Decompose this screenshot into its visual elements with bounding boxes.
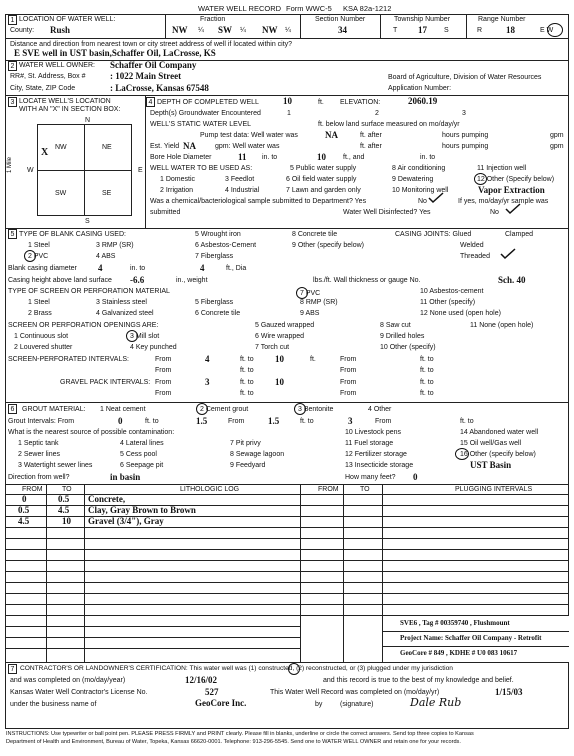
openings-label: SCREEN OR PERFORATION OPENINGS ARE: bbox=[8, 322, 159, 329]
casing-joints-label: CASING JOINTS: Glued bbox=[395, 231, 472, 238]
submitted-label: submitted bbox=[150, 209, 181, 216]
screen-6[interactable]: 6 Concrete tile bbox=[195, 310, 241, 317]
gw-3: 3 bbox=[462, 110, 466, 117]
section-5-number: 5 bbox=[8, 229, 17, 239]
depth-label: DEPTH OF COMPLETED WELL bbox=[157, 99, 259, 106]
casing-6[interactable]: 6 Asbestos-Cement bbox=[195, 242, 257, 249]
casing-to-value[interactable]: 4 bbox=[200, 263, 205, 273]
contam-13[interactable]: 13 Insecticide storage bbox=[345, 462, 414, 469]
record-completed-label: This Water Well Record was completed on (mo/day/yr) bbox=[270, 689, 440, 696]
fraction-label: Fraction bbox=[200, 16, 226, 23]
circle-mark-mill-slot bbox=[126, 330, 138, 342]
log-header-from-2: FROM bbox=[318, 486, 339, 493]
perf-from-value[interactable]: 4 bbox=[205, 354, 210, 364]
contam-4[interactable]: 4 Lateral lines bbox=[120, 440, 164, 447]
log-header-to-2: TO bbox=[360, 486, 370, 493]
log-header-plugging: PLUGGING INTERVALS bbox=[455, 486, 533, 493]
use-label: WELL WATER TO BE USED AS: bbox=[150, 165, 253, 172]
section-4-number: 4 bbox=[146, 97, 155, 107]
open-6[interactable]: 6 Wire wrapped bbox=[255, 333, 305, 340]
grout-ft-to-1: ft. to bbox=[145, 418, 159, 425]
county-value[interactable]: Rush bbox=[50, 25, 71, 35]
grid-sw: SW bbox=[55, 190, 67, 197]
casing-sch-value[interactable]: Sch. 40 bbox=[498, 275, 526, 285]
location-label: LOCATION OF WATER WELL: bbox=[19, 16, 116, 23]
grout-to-2[interactable]: 3 bbox=[348, 416, 353, 426]
fraction-q3[interactable]: NW bbox=[262, 25, 278, 35]
log-row-1-desc[interactable]: Concrete, bbox=[88, 494, 126, 504]
grout-label: GROUT MATERIAL: bbox=[22, 406, 86, 413]
log-row-3-from[interactable]: 4.5 bbox=[18, 516, 30, 526]
application-number-label: Application Number: bbox=[388, 85, 452, 92]
perf-ft-to-3: ft. to bbox=[240, 367, 254, 374]
gravel-ft-to: ft. to bbox=[240, 379, 254, 386]
gravel-from-value[interactable]: 3 bbox=[205, 377, 210, 387]
groundwater-label: Depth(s) Groundwater Encountered bbox=[150, 110, 261, 117]
open-3[interactable]: 3 Mill slot bbox=[130, 333, 160, 340]
use-2[interactable]: 2 Irrigation bbox=[160, 187, 194, 194]
casing-clamped[interactable]: Clamped bbox=[505, 231, 534, 238]
township-label: Township Number bbox=[394, 16, 451, 23]
perf-from-2: From bbox=[340, 356, 357, 363]
grid-ne: NE bbox=[102, 144, 112, 151]
perf-from-3: From bbox=[155, 367, 172, 374]
elevation-label: ELEVATION: bbox=[340, 99, 381, 106]
open-9[interactable]: 9 Drilled holes bbox=[380, 333, 425, 340]
owner-value[interactable]: Schaffer Oil Company bbox=[110, 60, 197, 70]
circle-mark-use-12 bbox=[474, 173, 487, 185]
contam-7[interactable]: 7 Pit privy bbox=[230, 440, 261, 447]
gravel-ft-to-3: ft. to bbox=[240, 390, 254, 397]
perf-intervals-label: SCREEN-PERFORATED INTERVALS: bbox=[8, 356, 129, 363]
screen-8[interactable]: 8 RMP (SR) bbox=[300, 299, 338, 306]
signature-label: (signature) bbox=[340, 701, 374, 708]
owner-label: WATER WELL OWNER: bbox=[19, 62, 95, 69]
use-11[interactable]: 11 Injection well bbox=[477, 165, 527, 172]
use-5[interactable]: 5 Public water supply bbox=[290, 165, 357, 172]
perf-ft: ft. bbox=[310, 356, 316, 363]
stamp-line-3: GeoCore # 849 , KDHE # U0 083 10617 bbox=[400, 649, 518, 657]
casing-diameter-value[interactable]: 4 bbox=[98, 263, 103, 273]
log-row-3-desc[interactable]: Gravel (3/4"), Gray bbox=[88, 516, 164, 526]
county-label: County: bbox=[10, 27, 35, 34]
gravel-intervals-label: GRAVEL PACK INTERVALS: bbox=[60, 379, 151, 386]
business-name-value[interactable]: GeoCore Inc. bbox=[195, 698, 247, 708]
circle-mark-other-contam bbox=[455, 448, 469, 460]
chem-no[interactable]: No bbox=[418, 198, 427, 205]
direction-from-well-value[interactable]: in basin bbox=[110, 472, 141, 482]
screen-3[interactable]: 3 Stainless steel bbox=[96, 299, 147, 306]
screen-5[interactable]: 5 Fiberglass bbox=[195, 299, 234, 306]
grout-from-1[interactable]: 0 bbox=[118, 416, 123, 426]
grout-ft-to-3: ft. to bbox=[460, 418, 474, 425]
signature: Dale Rub bbox=[410, 696, 462, 709]
compass-w: W bbox=[27, 167, 34, 174]
gravel-ft-to-2: ft. to bbox=[420, 379, 434, 386]
open-8[interactable]: 8 Saw cut bbox=[380, 322, 411, 329]
casing-label: TYPE OF BLANK CASING USED: bbox=[19, 231, 126, 238]
chem-sample-label: Was a chemical/bacteriological sample submitted to Department? Yes bbox=[150, 198, 367, 205]
casing-height-value[interactable]: -6.6 bbox=[130, 275, 145, 285]
city-label: City, State, ZIP Code bbox=[10, 85, 76, 92]
contam-5[interactable]: 5 Cess pool bbox=[120, 451, 157, 458]
bore-value[interactable]: 11 bbox=[238, 152, 247, 162]
chem-ifyes: If yes, mo/day/yr sample was bbox=[458, 198, 549, 205]
address-value[interactable]: : 1022 Main Street bbox=[110, 71, 182, 81]
use-1[interactable]: 1 Domestic bbox=[160, 176, 196, 183]
grout-ft-from: From bbox=[228, 418, 245, 425]
use-6[interactable]: 6 Oil field water supply bbox=[286, 176, 357, 183]
gw-2: 2 bbox=[375, 110, 379, 117]
quarter-symbol: ¼ bbox=[198, 27, 204, 34]
open-4[interactable]: 4 Key punched bbox=[130, 344, 177, 351]
contam-2[interactable]: 2 Sewer lines bbox=[18, 451, 61, 458]
perf-from-4: From bbox=[340, 367, 357, 374]
grid-se: SE bbox=[102, 190, 112, 197]
contam-1[interactable]: 1 Septic tank bbox=[18, 440, 59, 447]
depth-value[interactable]: 10 bbox=[283, 96, 292, 106]
pump-test-label: Pump test data: Well water was bbox=[200, 132, 298, 139]
static-level-label: WELL'S STATIC WATER LEVEL bbox=[150, 121, 252, 128]
grout-2[interactable]: 2 Cement grout bbox=[200, 406, 249, 413]
contam-15[interactable]: 15 Oil well/Gas well bbox=[460, 440, 522, 447]
compass-s: S bbox=[85, 218, 90, 225]
grout-from-2[interactable]: 1.5 bbox=[268, 416, 280, 426]
use-7[interactable]: 7 Lawn and garden only bbox=[286, 187, 361, 194]
casing-2[interactable]: 2 PVC bbox=[28, 253, 49, 260]
range-value[interactable]: 18 bbox=[506, 25, 515, 35]
disinfected-label: Water Well Disinfected? Yes bbox=[343, 209, 431, 216]
section-number-value[interactable]: 34 bbox=[338, 25, 347, 35]
open-2[interactable]: 2 Louvered shutter bbox=[14, 344, 73, 351]
use-4[interactable]: 4 Industrial bbox=[225, 187, 260, 194]
casing-ft-dia: ft., Dia bbox=[226, 265, 247, 272]
use-8[interactable]: 8 Air conditioning bbox=[392, 165, 446, 172]
contam-14[interactable]: 14 Abandoned water well bbox=[460, 429, 539, 436]
range-label: Range Number bbox=[478, 16, 526, 23]
use-10[interactable]: 10 Monitoring well bbox=[392, 187, 449, 194]
gravel-from-4: From bbox=[340, 390, 357, 397]
section-7-number: 7 bbox=[8, 664, 17, 674]
log-header-lithologic: LITHOLOGIC LOG bbox=[180, 486, 240, 493]
casing-diameter-label: Blank casing diameter bbox=[8, 265, 77, 272]
log-row-3-to[interactable]: 10 bbox=[62, 516, 71, 526]
log-row-2-desc[interactable]: Clay, Gray Brown to Brown bbox=[88, 505, 196, 515]
check-mark-icon bbox=[428, 192, 444, 204]
screen-7[interactable]: 7 PVC bbox=[300, 290, 321, 297]
disinfected-no[interactable]: No bbox=[490, 209, 499, 216]
casing-5[interactable]: 5 Wrought iron bbox=[195, 231, 241, 238]
contamination-label: What is the nearest source of possible contamination: bbox=[8, 429, 175, 436]
casing-7[interactable]: 7 Fiberglass bbox=[195, 253, 234, 260]
static-level-rest: ft. below land surface measured on mo/day/yr bbox=[318, 121, 460, 128]
record-completed-value[interactable]: 1/15/03 bbox=[495, 687, 523, 697]
form-ksa: KSA 82a-1212 bbox=[343, 4, 392, 13]
compass-n: N bbox=[85, 117, 91, 124]
instructions-line-2: Department of Health and Environment, Bureau of Water, Topeka, Kansas 66620-0001. Telephone: 913-296-5545. Send one to WATER WELL OWNER and retain one for your records. bbox=[6, 739, 461, 745]
other-use-value[interactable]: Vapor Extraction bbox=[478, 185, 545, 195]
contam-12[interactable]: 12 Fertilizer storage bbox=[345, 451, 407, 458]
screen-4[interactable]: 4 Galvanized steel bbox=[96, 310, 154, 317]
screen-9[interactable]: 9 ABS bbox=[300, 310, 320, 317]
screen-10[interactable]: 10 Asbestos-cement bbox=[420, 288, 484, 295]
gravel-from-3: From bbox=[155, 390, 172, 397]
gravel-from-2: From bbox=[340, 379, 357, 386]
license-label: Kansas Water Well Contractor's License No. bbox=[10, 689, 148, 696]
log-row-1-to[interactable]: 0.5 bbox=[58, 494, 70, 504]
open-5[interactable]: 5 Gauzed wrapped bbox=[255, 322, 315, 329]
form-title: WATER WELL RECORD bbox=[198, 4, 282, 13]
contam-11[interactable]: 11 Fuel storage bbox=[345, 440, 394, 447]
log-header-to: TO bbox=[62, 486, 72, 493]
circle-mark-pvc bbox=[24, 250, 36, 262]
grid-x-mark: X bbox=[41, 147, 49, 158]
grout-to-1[interactable]: 1.5 bbox=[196, 416, 208, 426]
perf-ft-to-2: ft. to bbox=[420, 356, 434, 363]
perf-from-label: From bbox=[155, 356, 172, 363]
circle-mark-constructed bbox=[288, 663, 300, 675]
elevation-value[interactable]: 2060.19 bbox=[408, 96, 438, 106]
completed-value[interactable]: 12/16/02 bbox=[185, 675, 218, 685]
circle-mark-cement-grout bbox=[196, 403, 208, 415]
casing-4[interactable]: 4 ABS bbox=[96, 253, 116, 260]
screen-material-label: TYPE OF SCREEN OR PERFORATION MATERIAL bbox=[8, 288, 170, 295]
section-3-number: 3 bbox=[8, 97, 17, 107]
perf-ft-to: ft. to bbox=[240, 356, 254, 363]
section-6-number: 6 bbox=[8, 404, 17, 414]
bore-ft-and: ft., and bbox=[343, 154, 365, 161]
locate-label: LOCATE WELL'S LOCATION bbox=[19, 98, 111, 105]
range-ew: E W bbox=[540, 27, 554, 34]
casing-3[interactable]: 3 RMP (SR) bbox=[96, 242, 134, 249]
bore-to-value[interactable]: 10 bbox=[317, 152, 326, 162]
grout-ft-from-2: From bbox=[375, 418, 392, 425]
license-value[interactable]: 527 bbox=[205, 687, 219, 697]
yield-hours: hours pumping bbox=[442, 143, 489, 150]
yield-gpm-unit: gpm bbox=[550, 143, 564, 150]
by-label: by bbox=[315, 701, 323, 708]
contam-6[interactable]: 6 Seepage pit bbox=[120, 462, 164, 469]
use-9[interactable]: 9 Dewatering bbox=[392, 176, 434, 183]
contam-3[interactable]: 3 Watertight sewer lines bbox=[18, 462, 93, 469]
casing-weight: in., weight bbox=[176, 277, 208, 284]
pump-hours: hours pumping bbox=[442, 132, 489, 139]
casing-in-to: in. to bbox=[130, 265, 146, 272]
bore-in-to: in. to bbox=[262, 154, 278, 161]
casing-threaded[interactable]: Threaded bbox=[460, 253, 490, 260]
open-11[interactable]: 11 None (open hole) bbox=[470, 322, 534, 329]
range-r: R bbox=[477, 27, 483, 34]
depth-ft: ft. bbox=[318, 99, 324, 106]
one-mile-label: 1 Mile bbox=[7, 156, 13, 173]
direction-value[interactable]: E SVE well in UST basin,Schaffer Oil, LaCrosse, KS bbox=[14, 48, 216, 58]
circle-mark-screen-pvc bbox=[296, 287, 308, 299]
pump-gpm: gpm bbox=[550, 132, 564, 139]
completed-label: and was completed on (mo/day/year) bbox=[10, 677, 126, 684]
check-mark-icon bbox=[505, 203, 521, 215]
quarter-symbol: ¼ bbox=[240, 27, 246, 34]
grout-1[interactable]: 1 Neat cement bbox=[100, 406, 146, 413]
casing-8[interactable]: 8 Concrete tile bbox=[292, 231, 338, 238]
quarter-symbol: ¼ bbox=[285, 27, 291, 34]
contam-8[interactable]: 8 Sewage lagoon bbox=[230, 451, 285, 458]
township-t: T bbox=[393, 27, 398, 34]
compass-e: E bbox=[138, 167, 143, 174]
casing-wall-thickness: lbs./ft. Wall thickness or gauge No. bbox=[313, 277, 421, 284]
contam-16[interactable]: 16 Other (specify below) bbox=[460, 451, 536, 458]
screen-12[interactable]: 12 None used (open hole) bbox=[420, 310, 501, 317]
log-row-2-to[interactable]: 4.5 bbox=[58, 505, 70, 515]
gravel-to-value[interactable]: 10 bbox=[275, 377, 284, 387]
gravel-from-label: From bbox=[155, 379, 172, 386]
perf-ft-to-4: ft. to bbox=[420, 367, 434, 374]
yield-gpm: gpm: Well water was bbox=[215, 143, 280, 150]
open-10[interactable]: 10 Other (specify) bbox=[380, 344, 436, 351]
how-many-feet-value[interactable]: 0 bbox=[413, 472, 418, 482]
pump-after: ft. after bbox=[360, 132, 382, 139]
section-1-number: 1 bbox=[8, 15, 17, 25]
casing-height-label: Casing height above land surface bbox=[8, 277, 112, 284]
grout-3[interactable]: 3 Bentonite bbox=[298, 406, 334, 413]
section-2-number: 2 bbox=[8, 61, 17, 71]
perf-to-value[interactable]: 10 bbox=[275, 354, 284, 364]
log-row-1-from[interactable]: 0 bbox=[22, 494, 27, 504]
grout-4[interactable]: 4 Other bbox=[368, 406, 392, 413]
direction-label: Distance and direction from nearest town or city street address of well if located within city? bbox=[10, 41, 293, 48]
form-number: Form WWC-5 bbox=[286, 4, 332, 13]
stamp-line-1: SVE6 , Tag # 00359740 , Flushmount bbox=[400, 619, 510, 627]
fraction-q1[interactable]: NW bbox=[172, 25, 188, 35]
how-many-feet-label: How many feet? bbox=[345, 474, 396, 481]
instructions-line-1: INSTRUCTIONS: Use typewriter or ball point pen. PLEASE PRESS FIRMLY and PRINT clearly. Please fill in blanks, underline or circle the correct answers. Send top three copies to Kansas bbox=[6, 731, 474, 737]
gw-1: 1 bbox=[287, 110, 291, 117]
locate-label-2: WITH AN "X" IN SECTION BOX: bbox=[19, 106, 121, 113]
screen-1[interactable]: 1 Steel bbox=[28, 299, 50, 306]
bore-label: Bore Hole Diameter bbox=[150, 154, 212, 161]
stamp-line-2: Project Name: Schaffer Oil Company - Retrofit bbox=[400, 634, 542, 642]
business-name-label: under the business name of bbox=[10, 701, 97, 708]
casing-1[interactable]: 1 Steel bbox=[28, 242, 50, 249]
gravel-ft-to-4: ft. to bbox=[420, 390, 434, 397]
city-value[interactable]: : LaCrosse, Kansas 67548 bbox=[110, 83, 209, 93]
yield-value[interactable]: NA bbox=[183, 141, 196, 151]
log-header-from: FROM bbox=[22, 486, 43, 493]
section-number-label: Section Number bbox=[315, 16, 366, 23]
grout-ft-to-2: ft. to bbox=[300, 418, 314, 425]
yield-label: Est. Yield bbox=[150, 143, 180, 150]
other-contam-value[interactable]: UST Basin bbox=[470, 460, 512, 470]
township-value[interactable]: 17 bbox=[418, 25, 427, 35]
check-mark-icon bbox=[500, 248, 516, 260]
contam-9[interactable]: 9 Feedyard bbox=[230, 462, 266, 469]
open-7[interactable]: 7 Torch cut bbox=[255, 344, 290, 351]
township-s: S bbox=[444, 27, 449, 34]
use-3[interactable]: 3 Feedlot bbox=[225, 176, 255, 183]
address-label: RR#, St. Address, Box # bbox=[10, 73, 86, 80]
circle-mark-w bbox=[547, 23, 563, 37]
board-label: Board of Agriculture, Division of Water Resources bbox=[388, 74, 542, 81]
certification-line-2b: and this record is true to the best of my knowledge and belief. bbox=[323, 677, 514, 684]
screen-11[interactable]: 11 Other (specify) bbox=[420, 299, 476, 306]
open-1[interactable]: 1 Continuous slot bbox=[14, 333, 69, 340]
pump-test-value[interactable]: NA bbox=[325, 130, 338, 140]
circle-mark-bentonite bbox=[294, 403, 306, 415]
log-row-2-from[interactable]: 0.5 bbox=[18, 505, 30, 515]
fraction-q2[interactable]: SW bbox=[218, 25, 233, 35]
contam-10[interactable]: 10 Livestock pens bbox=[345, 429, 402, 436]
direction-from-well-label: Direction from well? bbox=[8, 474, 70, 481]
use-12[interactable]: 12 Other (Specify below) bbox=[477, 176, 555, 183]
yield-after: ft. after bbox=[360, 143, 382, 150]
casing-welded[interactable]: Welded bbox=[460, 242, 484, 249]
grout-intervals-label: Grout Intervals: From bbox=[8, 418, 75, 425]
casing-9[interactable]: 9 Other (specify below) bbox=[292, 242, 364, 249]
certification-line-1: CONTRACTOR'S OR LANDOWNER'S CERTIFICATION: This water well was (1) constructed, (2) reconstructed, or (3) plugged under my jurisdiction bbox=[20, 665, 453, 672]
grid-nw: NW bbox=[55, 144, 67, 151]
bore-in-to-2: in. to bbox=[420, 154, 436, 161]
screen-2[interactable]: 2 Brass bbox=[28, 310, 52, 317]
